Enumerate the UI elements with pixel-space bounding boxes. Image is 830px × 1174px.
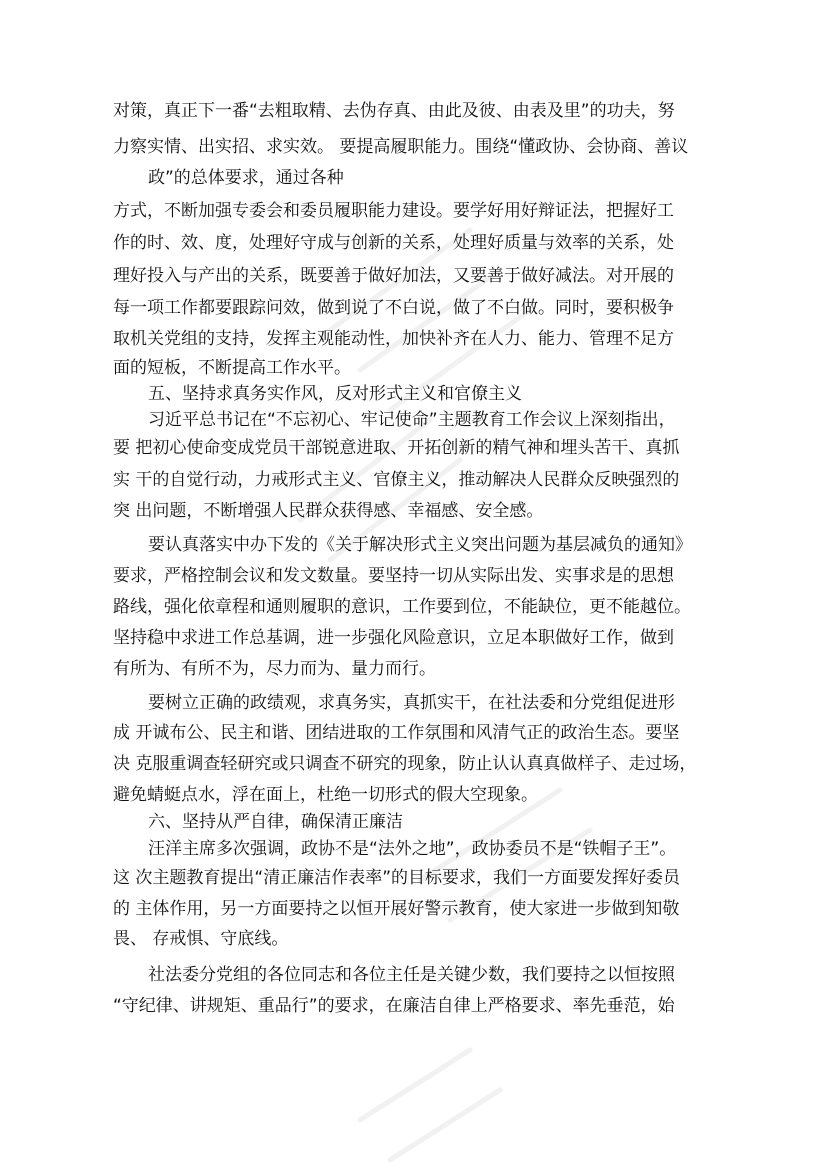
text-line: 要求，严格控制会议和发文数量。要坚持一切从实际出发、实事求是的思想 — [113, 566, 674, 586]
text-line: 路线，强化依章程和通则履职的意识，工作要到位，不能缺位，更不能越位。 — [113, 597, 691, 617]
text-line: 坚持稳中求进工作总基调，进一步强化风险意识，立足本职做好工作，做到 — [113, 628, 674, 648]
text-line: 这 次主题教育提出“清正廉洁作表率”的目标要求，我们一方面要发挥好委员 — [113, 868, 681, 888]
text-line: 作的时、效、度，处理好守成与创新的关系，处理好质量与效率的关系，处 — [113, 233, 674, 253]
text-line: 每一项工作都要跟踪问效，做到说了不白说，做了不白做。同时，要积极争 — [113, 298, 674, 318]
text-line: 突 出问题，不断增强人民群众获得感、幸福感、安全感。 — [113, 501, 544, 521]
text-line: 面的短板，不断提高工作水平。 — [113, 358, 351, 378]
text-line: 方式，不断加强专委会和委员履职能力建设。要学好用好辩证法，把握好工 — [113, 201, 674, 221]
text-line: 取机关党组的支持，发挥主观能动性，加快补齐在人力、能力、管理不足方 — [113, 329, 674, 349]
text-line: 的 主体作用，另一方面要持之以恒开展好警示教育，使大家进一步做到知敬 — [113, 899, 680, 919]
text-line: 要 把初心使命变成党员干部锐意进取、开拓创新的精气神和埋头苦干、真抓 — [113, 438, 680, 458]
text-line: 要认真落实中办下发的《关于解决形式主义突出问题为基层减负的通知》 — [148, 535, 692, 555]
text-line: 有所为、有所不为，尽力而为、量力而行。 — [113, 659, 436, 679]
text-line: 力察实情、出实招、求实效。 要提高履职能力。围绕“懂政协、会协商、善议 — [113, 137, 689, 157]
text-line: 避免蜻蜓点水，浮在面上，杜绝一切形式的假大空现象。 — [113, 785, 538, 805]
text-line: 汪洋主席多次强调，政协不是“法外之地”，政协委员不是“铁帽子王”。 — [148, 839, 677, 859]
text-line: “守纪律、讲规矩、重品行”的要求，在廉洁自律上严格要求、率先垂范，始 — [113, 996, 675, 1016]
text-line: 习近平总书记在“不忘初心、牢记使命”主题教育工作会议上深刻指出， — [148, 410, 676, 430]
section-heading: 六、坚持从严自律，确保清正廉洁 — [148, 812, 403, 832]
text-line: 畏、 存戒惧、守底线。 — [113, 929, 289, 949]
text-line: 成 开诚布公、民主和谐、团结进取的工作氛围和风清气正的政治生态。要坚 — [113, 723, 680, 743]
section-heading: 五、坚持求真务实作风，反对形式主义和官僚主义 — [148, 384, 522, 404]
text-line: 对策，真正下一番“去粗取精、去伪存真、由此及彼、由表及里”的功夫，努 — [113, 101, 675, 121]
text-line: 要树立正确的政绩观，求真务实，真抓实干，在社法委和分党组促进形 — [148, 693, 675, 713]
text-line: 政”的总体要求，通过各种 — [148, 168, 344, 188]
text-line: 决 克服重调查轻研究或只调查不研究的现象，防止认认真真做样子、走过场， — [113, 754, 697, 774]
text-line: 社法委分党组的各位同志和各位主任是关键少数，我们要持之以恒按照 — [148, 965, 675, 985]
text-line: 实 干的自觉行动，力戒形式主义、官僚主义，推动解决人民群众反映强烈的 — [113, 470, 680, 490]
text-line: 理好投入与产出的关系，既要善于做好加法，又要善于做好减法。对开展的 — [113, 266, 674, 286]
